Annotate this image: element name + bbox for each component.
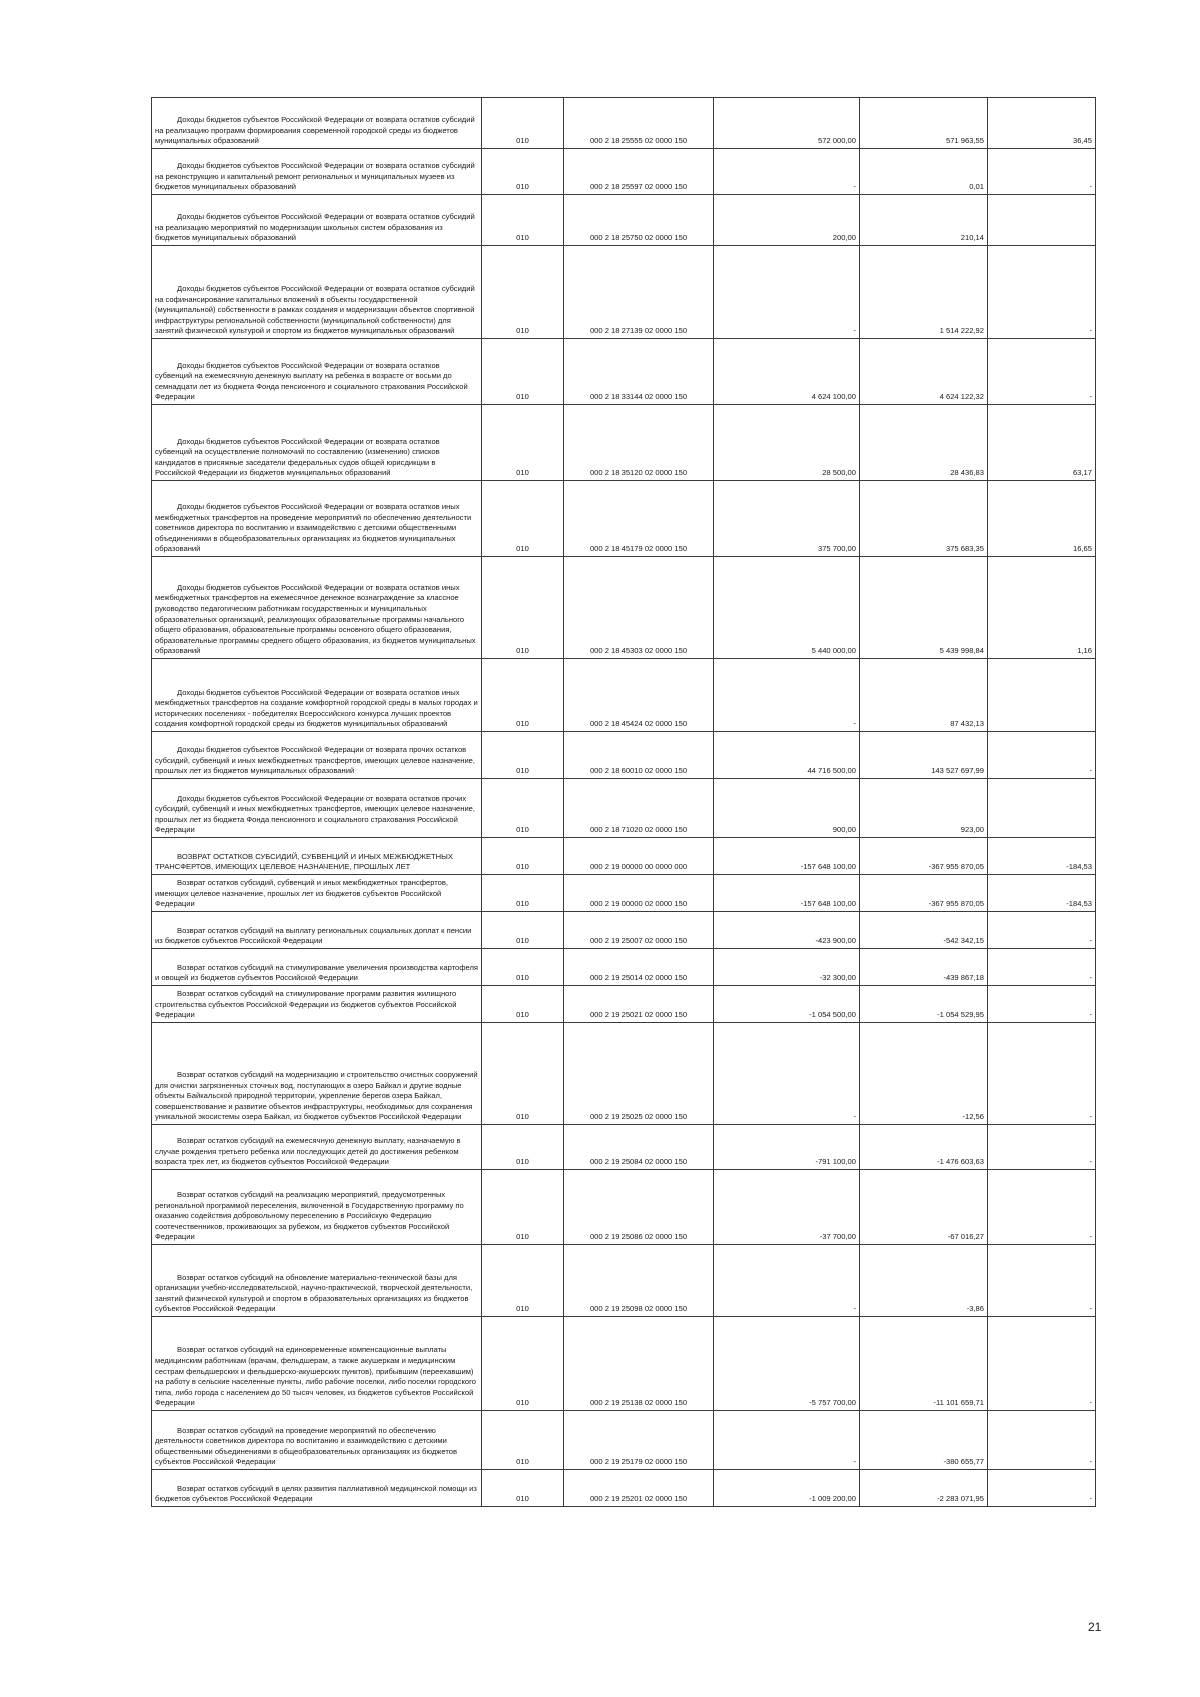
table-row (152, 732, 1096, 779)
row-line-code-cell: 010 (482, 1470, 564, 1507)
row-income-code-cell: 000 2 18 60010 02 0000 150 (564, 732, 714, 779)
row-income-code-cell: 000 2 19 25025 02 0000 150 (564, 1023, 714, 1125)
row-line-code-cell: 010 (482, 1170, 564, 1245)
row-name-cell (152, 1023, 482, 1125)
row-name-text: Возврат остатков субсидий, субвенций и иных межбюджетных трансфертов, имеющих целевое назначение, прошлых лет из бюджетов субъектов Российской Федерации (155, 878, 449, 909)
row-income-code-cell: 000 2 19 25201 02 0000 150 (564, 1470, 714, 1507)
budget-execution-table (151, 97, 1096, 1507)
row-line-code-cell: 010 (482, 986, 564, 1023)
row-line-code-cell: 010 (482, 405, 564, 481)
row-planned-cell: -1 054 500,00 (714, 986, 860, 1023)
row-name-text: Возврат остатков субсидий на ежемесячную денежную выплату, назначаемую в случае рождения третьего ребенка или последующих детей до достижения ребенком возраста трех лет, из бюджетов субъектов Российской Федерации (155, 1136, 461, 1167)
row-name-cell (152, 195, 482, 246)
row-executed-cell: -542 342,15 (860, 912, 988, 949)
row-name-text: Доходы бюджетов субъектов Российской Федерации от возврата остатков субсидий на реконструкцию и капитальный ремонт региональных и муниципальных музеев из бюджетов муниципальных образований (155, 161, 475, 192)
row-name-cell (152, 405, 482, 481)
row-name-text: Доходы бюджетов субъектов Российской Федерации от возврата остатков прочих субсидий, субвенций и иных межбюджетных трансфертов, имеющих целевое назначение, прошлых лет из бюджета Фонда пенсионного и социального страхования Российской Федерации (155, 793, 476, 835)
row-name-cell (152, 1317, 482, 1411)
table-row (152, 1245, 1096, 1317)
row-line-code-cell: 010 (482, 912, 564, 949)
row-name-text: Возврат остатков субсидий на обновление материально-технической базы для организации учебно-исследовательской, научно-практической, творческой деятельности, занятий физической культурой и спортом в образовательных организациях из бюджетов субъектов Российской Федерации (155, 1272, 473, 1314)
row-planned-cell: 375 700,00 (714, 481, 860, 557)
row-name-cell (152, 986, 482, 1023)
row-name-cell (152, 732, 482, 779)
row-name-cell (152, 1125, 482, 1170)
table-row (152, 149, 1096, 195)
row-name-text: Возврат остатков субсидий на модернизацию и строительство очистных сооружений для очистки загрязненных сточных вод, поступающих в озеро Байкал и другие водные объекты Байкальской природной территории, укрепление берегов озера Байкал, совершенствование и развитие объектов инфраструктуры, необходимых для сохранения уникальной экосистемы озера Байкал, из бюджетов субъектов Российской Федерации (155, 1070, 478, 1122)
table-row (152, 195, 1096, 246)
row-planned-cell: -5 757 700,00 (714, 1317, 860, 1411)
table-row (152, 912, 1096, 949)
row-planned-cell: 572 000,00 (714, 98, 860, 149)
row-income-code-cell: 000 2 19 25084 02 0000 150 (564, 1125, 714, 1170)
row-name-cell (152, 98, 482, 149)
row-name-cell (152, 1411, 482, 1470)
row-name-cell (152, 949, 482, 986)
row-income-code-cell: 000 2 18 45424 02 0000 150 (564, 659, 714, 732)
row-income-code-cell: 000 2 19 00000 02 0000 150 (564, 875, 714, 912)
row-income-code-cell: 000 2 19 25179 02 0000 150 (564, 1411, 714, 1470)
row-name-text: ВОЗВРАТ ОСТАТКОВ СУБСИДИЙ, СУБВЕНЦИЙ И ИНЫХ МЕЖБЮДЖЕТНЫХ ТРАНСФЕРТОВ, ИМЕЮЩИХ ЦЕЛЕВОЕ НАЗНАЧЕНИЕ, ПРОШЛЫХ ЛЕТ (155, 851, 453, 872)
row-planned-cell: -37 700,00 (714, 1170, 860, 1245)
row-income-code-cell: 000 2 18 35120 02 0000 150 (564, 405, 714, 481)
table-row (152, 1023, 1096, 1125)
row-executed-cell: 4 624 122,32 (860, 339, 988, 405)
row-executed-cell: 5 439 998,84 (860, 557, 988, 659)
row-executed-cell: 375 683,35 (860, 481, 988, 557)
table-row (152, 339, 1096, 405)
row-name-text: Возврат остатков субсидий на реализацию мероприятий, предусмотренных региональной программой переселения, включенной в Государственную программу по оказанию содействия добровольному переселению в Российскую Федерацию соотечественников, проживающих за рубежом, из бюджетов субъектов Российской Федерации (155, 1190, 464, 1242)
row-executed-cell: -367 955 870,05 (860, 838, 988, 875)
row-unexecuted-cell: -184,53 (988, 875, 1096, 912)
row-line-code-cell: 010 (482, 195, 564, 246)
table-body (152, 98, 1096, 1507)
row-name-cell (152, 659, 482, 732)
row-executed-cell: -1 476 603,63 (860, 1125, 988, 1170)
row-name-cell (152, 557, 482, 659)
row-line-code-cell: 010 (482, 838, 564, 875)
row-name-cell (152, 838, 482, 875)
table-row (152, 405, 1096, 481)
row-line-code-cell: 010 (482, 779, 564, 838)
row-planned-cell: -32 300,00 (714, 949, 860, 986)
row-line-code-cell: 010 (482, 98, 564, 149)
table-row (152, 875, 1096, 912)
table-row (152, 659, 1096, 732)
row-unexecuted-cell: - (988, 912, 1096, 949)
row-name-text: Доходы бюджетов субъектов Российской Федерации от возврата остатков иных межбюджетных трансфертов на ежемесячное денежное вознаграждение за классное руководство педагогическим работникам государственных и муниципальных образовательных организаций, реализующих образовательные программы начального общего образования, образовательные программы основного общего образования, образовательные программы среднего общего образования, из бюджетов муниципальных образований (155, 582, 476, 656)
row-name-text: Доходы бюджетов субъектов Российской Федерации от возврата остатков иных межбюджетных трансфертов на создание комфортной городской среды в малых городах и исторических поселениях - победителях Всероссийского конкурса лучших проектов создания комфортной городской среды из бюджетов муниципальных образований (155, 687, 478, 729)
table-row (152, 986, 1096, 1023)
table-row (152, 481, 1096, 557)
row-executed-cell: 210,14 (860, 195, 988, 246)
row-name-cell (152, 912, 482, 949)
row-name-cell (152, 149, 482, 195)
row-executed-cell: 1 514 222,92 (860, 246, 988, 339)
row-line-code-cell: 010 (482, 732, 564, 779)
row-income-code-cell: 000 2 18 45179 02 0000 150 (564, 481, 714, 557)
row-unexecuted-cell: - (988, 949, 1096, 986)
row-line-code-cell: 010 (482, 1023, 564, 1125)
row-executed-cell: -367 955 870,05 (860, 875, 988, 912)
row-line-code-cell: 010 (482, 1411, 564, 1470)
row-line-code-cell: 010 (482, 1245, 564, 1317)
row-executed-cell: -67 016,27 (860, 1170, 988, 1245)
table-row (152, 779, 1096, 838)
row-name-text: Возврат остатков субсидий на проведение мероприятий по обеспечению деятельности советников директора по воспитанию и взаимодействию с детскими общественными объединениями в общеобразовательных организациях из бюджетов субъектов Российской Федерации (155, 1425, 457, 1467)
row-name-text: Возврат остатков субсидий на выплату региональных социальных доплат к пенсии из бюджетов субъектов Российской Федерации (155, 925, 472, 946)
row-income-code-cell: 000 2 18 33144 02 0000 150 (564, 339, 714, 405)
row-name-text: Доходы бюджетов субъектов Российской Федерации от возврата остатков иных межбюджетных трансфертов на проведение мероприятий по обеспечению деятельности советников директора по воспитанию и взаимодействию с детскими общественными объединениями в общеобразовательных организациях из бюджетов муниципальных образований (155, 502, 472, 554)
row-planned-cell: - (714, 659, 860, 732)
row-name-cell (152, 339, 482, 405)
table-row (152, 98, 1096, 149)
row-income-code-cell: 000 2 19 00000 00 0000 000 (564, 838, 714, 875)
row-executed-cell: -11 101 659,71 (860, 1317, 988, 1411)
table-row (152, 1170, 1096, 1245)
row-income-code-cell: 000 2 19 25098 02 0000 150 (564, 1245, 714, 1317)
row-planned-cell: 5 440 000,00 (714, 557, 860, 659)
row-name-text: Возврат остатков субсидий в целях развития паллиативной медицинской помощи из бюджетов субъектов Российской Федерации (155, 1483, 477, 1504)
row-unexecuted-cell: - (988, 149, 1096, 195)
row-executed-cell: -439 867,18 (860, 949, 988, 986)
row-unexecuted-cell (988, 779, 1096, 838)
row-income-code-cell: 000 2 18 71020 02 0000 150 (564, 779, 714, 838)
row-planned-cell: - (714, 149, 860, 195)
row-name-cell (152, 779, 482, 838)
row-planned-cell: 44 716 500,00 (714, 732, 860, 779)
row-unexecuted-cell: - (988, 339, 1096, 405)
row-executed-cell: 143 527 697,99 (860, 732, 988, 779)
row-name-text: Доходы бюджетов субъектов Российской Федерации от возврата остатков субсидий на софинансирование капитальных вложений в объекты государственной (муниципальной) собственности в рамках создания и модернизации объектов спортивной инфраструктуры региональной собственности (муниципальной собственности) для занятий физической культурой и спортом из бюджетов муниципальных образований (155, 284, 475, 336)
row-name-text: Доходы бюджетов субъектов Российской Федерации от возврата прочих остатков субсидий, субвенций и иных межбюджетных трансфертов, имеющих целевое назначение, прошлых лет из бюджетов муниципальных образований (155, 745, 476, 776)
row-unexecuted-cell (988, 195, 1096, 246)
table-row (152, 1411, 1096, 1470)
row-line-code-cell: 010 (482, 1125, 564, 1170)
row-line-code-cell: 010 (482, 875, 564, 912)
row-planned-cell: -423 900,00 (714, 912, 860, 949)
table-row (152, 1125, 1096, 1170)
row-name-text: Доходы бюджетов субъектов Российской Федерации от возврата остатков субвенций на осуществление полномочий по составлению (изменению) списков кандидатов в присяжные заседатели федеральных судов общей юрисдикции в Российской Федерации из бюджетов муниципальных образований (155, 436, 440, 478)
row-line-code-cell: 010 (482, 339, 564, 405)
row-planned-cell: 28 500,00 (714, 405, 860, 481)
row-name-text: Доходы бюджетов субъектов Российской Федерации от возврата остатков субсидий на реализацию мероприятий по модернизации школьных систем образования из бюджетов муниципальных образований (155, 212, 475, 243)
row-planned-cell: 900,00 (714, 779, 860, 838)
row-line-code-cell: 010 (482, 557, 564, 659)
row-unexecuted-cell: - (988, 1170, 1096, 1245)
row-planned-cell: - (714, 1023, 860, 1125)
table-row (152, 557, 1096, 659)
row-unexecuted-cell: 16,65 (988, 481, 1096, 557)
row-unexecuted-cell: - (988, 1470, 1096, 1507)
row-line-code-cell: 010 (482, 659, 564, 732)
table-row (152, 949, 1096, 986)
row-unexecuted-cell: -184,53 (988, 838, 1096, 875)
row-income-code-cell: 000 2 19 25086 02 0000 150 (564, 1170, 714, 1245)
row-unexecuted-cell: - (988, 1245, 1096, 1317)
row-planned-cell: -157 648 100,00 (714, 838, 860, 875)
row-planned-cell: 4 624 100,00 (714, 339, 860, 405)
row-name-cell (152, 481, 482, 557)
row-unexecuted-cell: 63,17 (988, 405, 1096, 481)
row-name-cell (152, 1470, 482, 1507)
row-income-code-cell: 000 2 18 27139 02 0000 150 (564, 246, 714, 339)
row-line-code-cell: 010 (482, 246, 564, 339)
row-executed-cell: -3,86 (860, 1245, 988, 1317)
row-unexecuted-cell: - (988, 986, 1096, 1023)
row-unexecuted-cell (988, 659, 1096, 732)
row-name-cell (152, 1245, 482, 1317)
row-income-code-cell: 000 2 18 25555 02 0000 150 (564, 98, 714, 149)
row-name-text: Возврат остатков субсидий на стимулирование увеличения производства картофеля и овощей из бюджетов субъектов Российской Федерации (155, 962, 479, 983)
row-planned-cell: - (714, 1245, 860, 1317)
page-number: 21 (1088, 1620, 1102, 1634)
row-income-code-cell: 000 2 19 25021 02 0000 150 (564, 986, 714, 1023)
row-executed-cell: 28 436,83 (860, 405, 988, 481)
row-income-code-cell: 000 2 19 25138 02 0000 150 (564, 1317, 714, 1411)
row-income-code-cell: 000 2 18 25597 02 0000 150 (564, 149, 714, 195)
row-planned-cell: - (714, 246, 860, 339)
row-name-cell (152, 875, 482, 912)
row-unexecuted-cell: - (988, 1023, 1096, 1125)
row-executed-cell: 571 963,55 (860, 98, 988, 149)
row-unexecuted-cell: - (988, 1411, 1096, 1470)
row-executed-cell: 0,01 (860, 149, 988, 195)
row-line-code-cell: 010 (482, 1317, 564, 1411)
table-row (152, 838, 1096, 875)
row-executed-cell: -2 283 071,95 (860, 1470, 988, 1507)
row-income-code-cell: 000 2 19 25007 02 0000 150 (564, 912, 714, 949)
row-unexecuted-cell: 36,45 (988, 98, 1096, 149)
row-line-code-cell: 010 (482, 481, 564, 557)
row-unexecuted-cell: - (988, 246, 1096, 339)
row-planned-cell: -791 100,00 (714, 1125, 860, 1170)
row-unexecuted-cell: - (988, 732, 1096, 779)
table-row (152, 246, 1096, 339)
row-planned-cell: - (714, 1411, 860, 1470)
row-name-cell (152, 1170, 482, 1245)
row-planned-cell: -1 009 200,00 (714, 1470, 860, 1507)
row-executed-cell: -380 655,77 (860, 1411, 988, 1470)
row-planned-cell: 200,00 (714, 195, 860, 246)
table-row (152, 1317, 1096, 1411)
row-planned-cell: -157 648 100,00 (714, 875, 860, 912)
row-executed-cell: 87 432,13 (860, 659, 988, 732)
row-line-code-cell: 010 (482, 149, 564, 195)
row-income-code-cell: 000 2 18 45303 02 0000 150 (564, 557, 714, 659)
row-executed-cell: -12,56 (860, 1023, 988, 1125)
row-name-text: Доходы бюджетов субъектов Российской Федерации от возврата остатков субвенций на ежемесячную денежную выплату на ребенка в возрасте от восьми до семнадцати лет из бюджета Фонда пенсионного и социального страхования Российской Федерации (155, 360, 468, 402)
table-row (152, 1470, 1096, 1507)
row-name-text: Возврат остатков субсидий на стимулирование программ развития жилищного строительства субъектов Российской Федерации из бюджетов субъектов Российской Федерации (155, 989, 457, 1020)
row-name-text: Доходы бюджетов субъектов Российской Федерации от возврата остатков субсидий на реализацию программ формирования современной городской среды из бюджетов муниципальных образований (155, 115, 475, 146)
row-income-code-cell: 000 2 19 25014 02 0000 150 (564, 949, 714, 986)
row-executed-cell: 923,00 (860, 779, 988, 838)
row-name-text: Возврат остатков субсидий на единовременные компенсационные выплаты медицинским работникам (врачам, фельдшерам, а также акушеркам и медицинским сестрам фельдшерских и фельдшерско-акушерских пунктов), прибывшим (переехавшим) на работу в сельские населенные пункты, либо рабочие поселки, либо поселки городского типа, либо города с населением до 50 тысяч человек, из бюджетов субъектов Российской Федерации (155, 1345, 476, 1408)
row-unexecuted-cell: 1,16 (988, 557, 1096, 659)
row-line-code-cell: 010 (482, 949, 564, 986)
row-name-cell (152, 246, 482, 339)
row-unexecuted-cell: - (988, 1125, 1096, 1170)
row-income-code-cell: 000 2 18 25750 02 0000 150 (564, 195, 714, 246)
row-executed-cell: -1 054 529,95 (860, 986, 988, 1023)
row-unexecuted-cell: - (988, 1317, 1096, 1411)
